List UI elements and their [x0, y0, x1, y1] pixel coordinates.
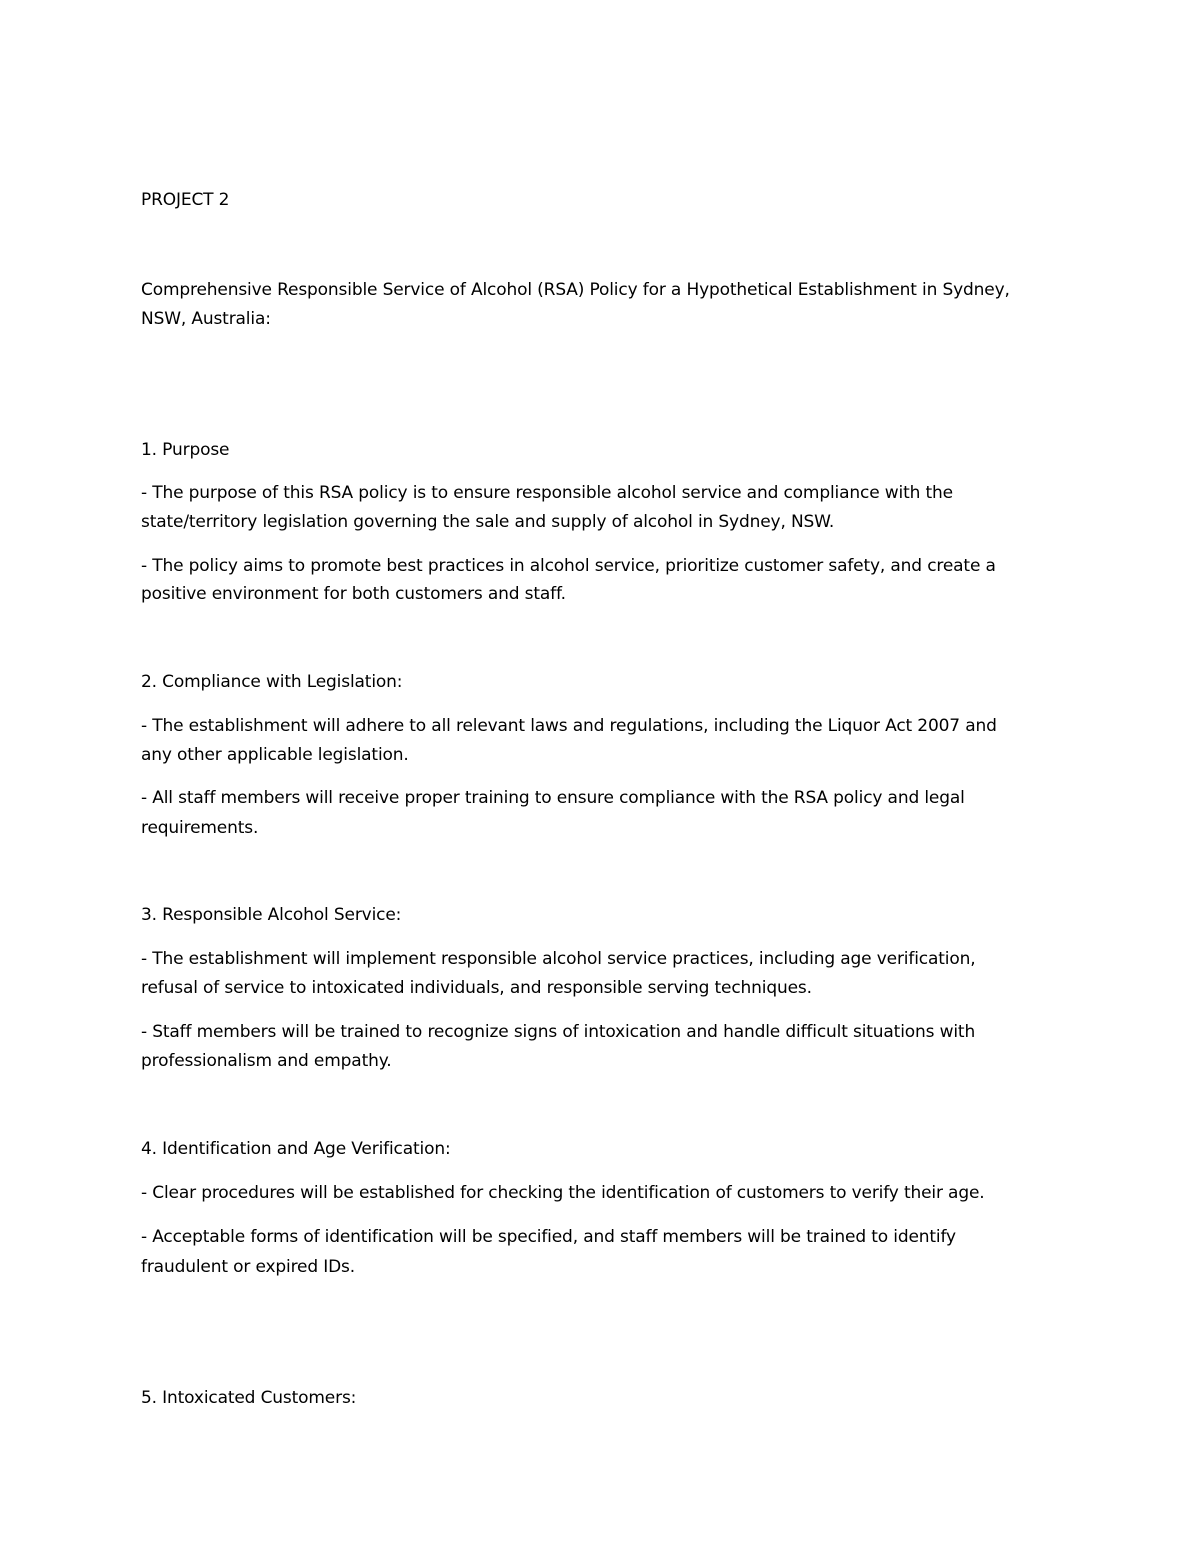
section-3-heading: 3. Responsible Alcohol Service: [141, 905, 402, 925]
section-2-paragraph-2-line-1: - All staff members will receive proper training to ensure compliance with the RSA policy and legal [141, 788, 965, 808]
section-1-heading: 1. Purpose [141, 440, 230, 460]
section-4-paragraph-1-line-1: - Clear procedures will be established for checking the identification of customers to verify their age. [141, 1183, 985, 1203]
section-1-paragraph-2-line-1: - The policy aims to promote best practices in alcohol service, prioritize customer safety, and create a [141, 556, 996, 576]
section-4-heading: 4. Identification and Age Verification: [141, 1139, 451, 1159]
section-4-paragraph-2-line-2: fraudulent or expired IDs. [141, 1257, 356, 1277]
section-1-paragraph-1-line-2: state/territory legislation governing the sale and supply of alcohol in Sydney, NSW. [141, 512, 835, 532]
section-2-paragraph-1-line-1: - The establishment will adhere to all relevant laws and regulations, including the Liquor Act 2007 and [141, 716, 997, 736]
section-1-paragraph-1-line-1: - The purpose of this RSA policy is to ensure responsible alcohol service and compliance with the [141, 483, 953, 503]
document-title-line-1: Comprehensive Responsible Service of Alcohol (RSA) Policy for a Hypothetical Establishment in Sydney, [141, 280, 1010, 300]
document-header: PROJECT 2 [141, 190, 230, 210]
section-2-heading: 2. Compliance with Legislation: [141, 672, 403, 692]
section-2-paragraph-2-line-2: requirements. [141, 818, 259, 838]
section-1-paragraph-2-line-2: positive environment for both customers and staff. [141, 584, 566, 604]
document-title-line-2: NSW, Australia: [141, 309, 271, 329]
section-5-heading: 5. Intoxicated Customers: [141, 1388, 357, 1408]
section-3-paragraph-2-line-2: professionalism and empathy. [141, 1051, 392, 1071]
section-2-paragraph-1-line-2: any other applicable legislation. [141, 745, 409, 765]
section-4-paragraph-2-line-1: - Acceptable forms of identification will be specified, and staff members will be trained to identify [141, 1227, 956, 1247]
section-3-paragraph-1-line-1: - The establishment will implement responsible alcohol service practices, including age verification, [141, 949, 976, 969]
section-3-paragraph-1-line-2: refusal of service to intoxicated individuals, and responsible serving techniques. [141, 978, 812, 998]
section-3-paragraph-2-line-1: - Staff members will be trained to recognize signs of intoxication and handle difficult situations with [141, 1022, 976, 1042]
